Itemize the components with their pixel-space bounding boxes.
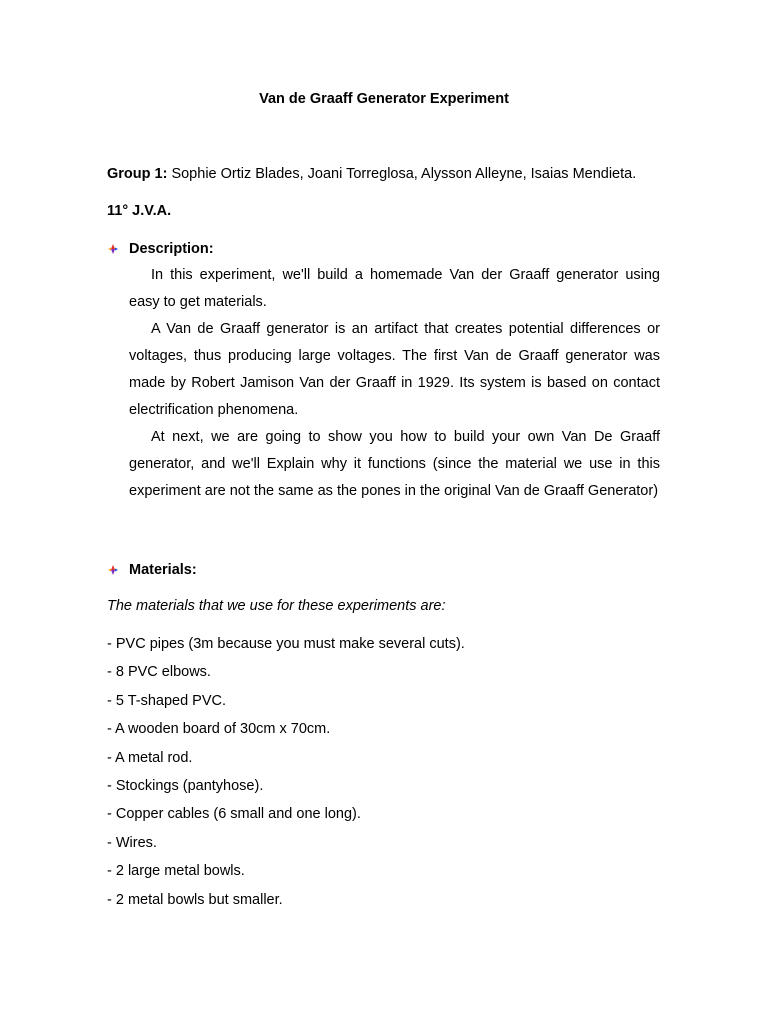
list-item: - PVC pipes (3m because you must make several cuts).: [107, 636, 465, 652]
list-item: - Wires.: [107, 834, 157, 851]
materials-list: [107, 634, 465, 918]
description-heading-row: [107, 241, 214, 257]
list-item: - Stockings (pantyhose).: [107, 777, 264, 794]
list-item: - A metal rod.: [107, 749, 193, 766]
grade-label: 11° J.V.A.: [107, 203, 172, 219]
description-paragraph: A Van de Graaff generator is an artifact that creates potential differences or voltages, thus producing large voltages. The first Van de Graaff generator was made by Robert Jamison Van der Graaff in 1929. Its system is based on contact electrification phenomena.: [129, 321, 660, 418]
list-item: - A wooden board of 30cm x 70cm.: [107, 721, 331, 738]
materials-intro: The materials that we use for these experiments are:: [107, 598, 446, 614]
description-paragraph: At next, we are going to show you how to build your own Van De Graaff generator, and we'll Explain why it functions (since the material we use in this experiment are not the same as the pones in the original Van de Graaff Generator): [129, 429, 660, 499]
materials-heading: Materials:: [129, 562, 197, 578]
list-item: - 8 PVC elbows.: [107, 664, 211, 681]
list-item: - 5 T-shaped PVC.: [107, 692, 227, 709]
description-heading: Description:: [129, 241, 214, 257]
list-item: - 2 large metal bowls.: [107, 863, 245, 880]
four-color-diamond-bullet-icon: [107, 564, 119, 576]
description-body: [129, 262, 660, 505]
materials-heading-row: [107, 562, 197, 578]
description-paragraph: In this experiment, we'll build a homemade Van der Graaff generator using easy to get materials.: [129, 267, 660, 310]
group-members: Sophie Ortiz Blades, Joani Torreglosa, Alysson Alleyne, Isaias Mendieta.: [167, 166, 637, 182]
group-label: Group 1:: [107, 166, 168, 182]
list-item: - Copper cables (6 small and one long).: [107, 806, 361, 823]
group-line: [107, 166, 667, 182]
document-title: Van de Graaff Generator Experiment: [259, 91, 509, 107]
four-color-diamond-bullet-icon: [107, 243, 119, 255]
list-item: - 2 metal bowls but smaller.: [107, 891, 283, 908]
